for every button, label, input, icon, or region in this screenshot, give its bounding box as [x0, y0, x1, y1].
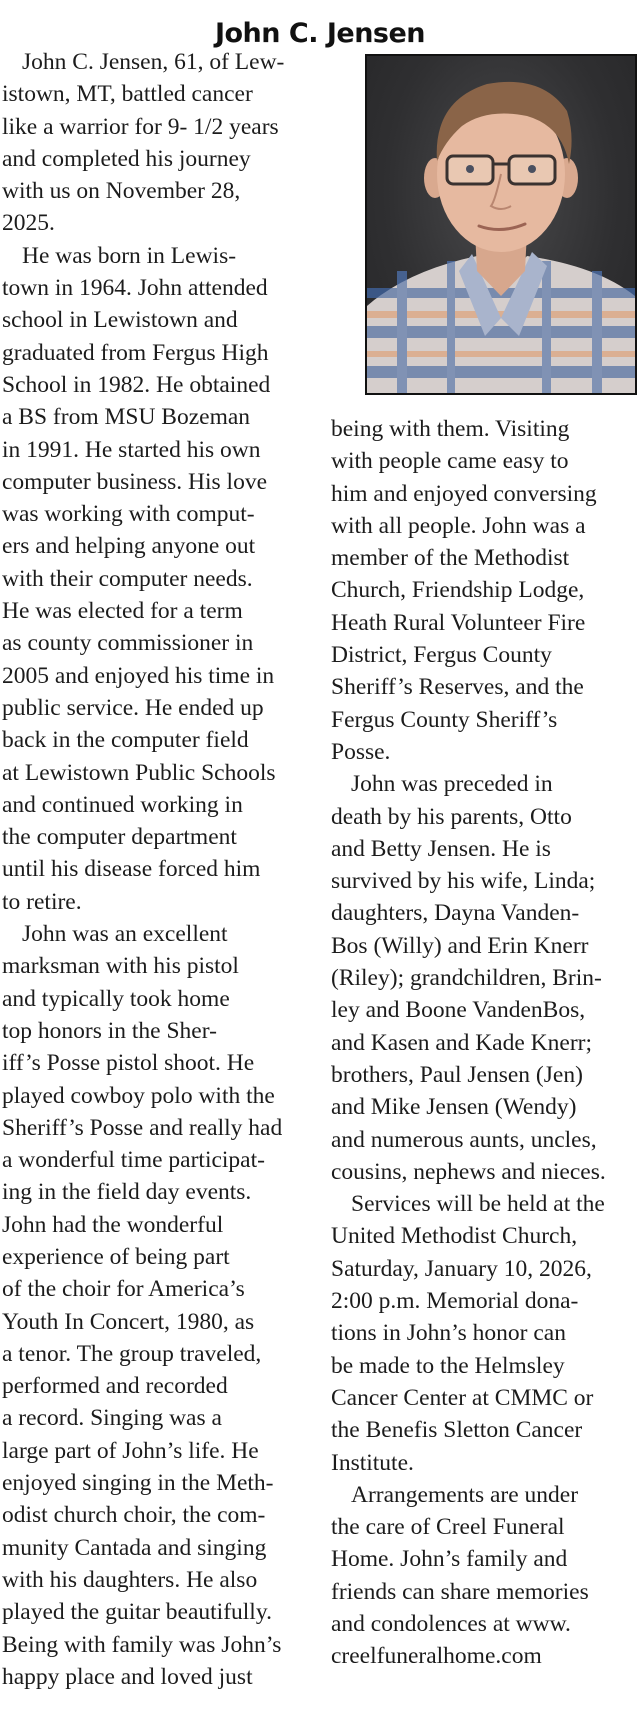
text-line: John had the wonderful [2, 1211, 224, 1238]
text-line: Services will be held at the [351, 1191, 605, 1218]
text-line: iff’s Posse pistol shoot. He [2, 1050, 255, 1077]
text-line: played cowboy polo with the [2, 1082, 275, 1109]
portrait-illustration [367, 56, 635, 393]
text-line: and completed his journey [2, 145, 251, 172]
obituary-title: John C. Jensen [214, 18, 426, 50]
text-line: daughters, Dayna Vanden- [331, 900, 580, 927]
text-line: John was an excellent [22, 921, 228, 948]
text-line: public service. He ended up [2, 694, 264, 721]
text-line: a wonderful time participat- [2, 1147, 265, 1174]
text-line: member of the Methodist [331, 545, 570, 572]
text-line: tions in John’s honor can [331, 1320, 566, 1347]
text-line: ley and Boone VandenBos, [331, 997, 586, 1024]
text-line: enjoyed singing in the Meth- [2, 1470, 274, 1497]
text-line: United Methodist Church, [331, 1223, 578, 1250]
text-line: cousins, nephews and nieces. [331, 1158, 606, 1185]
text-line: Cancer Center at CMMC or [331, 1384, 594, 1411]
left-column-text [2, 46, 314, 1693]
text-line: top honors in the Sher- [2, 1017, 217, 1044]
text-line: Church, Friendship Lodge, [331, 577, 585, 604]
text-line: Sheriff’s Reserves, and the [331, 674, 584, 701]
text-line: John C. Jensen, 61, of Lew- [22, 49, 285, 75]
text-line: in 1991. He started his own [2, 436, 261, 463]
text-line: 2025. [2, 210, 55, 237]
text-line: death by his parents, Otto [331, 803, 572, 830]
text-line: creelfuneralhome.com [331, 1643, 542, 1670]
text-line: and condolences at www. [331, 1610, 571, 1637]
text-line: with their computer needs. [2, 565, 253, 592]
text-line: the computer department [2, 824, 237, 851]
text-line: until his disease forced him [2, 856, 261, 883]
text-line: District, Fergus County [331, 642, 552, 669]
text-line: Saturday, January 10, 2026, [331, 1255, 592, 1282]
text-line: School in 1982. He obtained [2, 371, 271, 398]
right-column-text [331, 413, 637, 1673]
text-line: performed and recorded [2, 1373, 228, 1400]
text-line: a BS from MSU Bozeman [2, 404, 251, 431]
text-line: marksman with his pistol [2, 953, 239, 980]
portrait-photo [365, 54, 637, 395]
text-line: of the choir for America’s [2, 1276, 245, 1303]
text-line: He was born in Lewis- [22, 242, 237, 269]
text-line: Fergus County Sheriff’s [331, 706, 558, 733]
text-line: Institute. [331, 1449, 414, 1476]
text-line: istown, MT, battled cancer [2, 81, 253, 108]
text-line: with us on November 28, [2, 178, 241, 205]
text-line: with his daughters. He also [2, 1566, 258, 1593]
text-line: Being with family was John’s [2, 1631, 282, 1658]
text-line: 2:00 p.m. Memorial dona- [331, 1288, 579, 1315]
text-line: Home. John’s family and [331, 1546, 568, 1573]
text-line: with all people. John was a [331, 512, 586, 539]
text-line: large part of John’s life. He [2, 1437, 259, 1464]
text-line: with people came easy to [331, 448, 569, 475]
text-line: Sheriff’s Posse and really had [2, 1114, 283, 1141]
text-line: to retire. [2, 888, 82, 915]
text-line: Bos (Willy) and Erin Knerr [331, 932, 589, 959]
text-line: graduated from Fergus High [2, 339, 269, 366]
text-line: town in 1964. John attended [2, 275, 268, 302]
text-line: a record. Singing was a [2, 1405, 222, 1432]
text-line: and Kasen and Kade Knerr; [331, 1029, 593, 1056]
text-line: and Mike Jensen (Wendy) [331, 1094, 577, 1121]
text-line: and typically took home [2, 985, 230, 1012]
text-line: school in Lewistown and [2, 307, 238, 334]
text-line: the Benefis Sletton Cancer [331, 1417, 583, 1444]
text-line: and numerous aunts, uncles, [331, 1126, 597, 1153]
text-line: the care of Creel Funeral [331, 1514, 565, 1541]
text-line: friends can share memories [331, 1578, 589, 1605]
text-line: munity Cantada and singing [2, 1534, 267, 1561]
text-line: like a warrior for 9- 1/2 years [2, 113, 279, 140]
text-line: a tenor. The group traveled, [2, 1340, 262, 1367]
text-line: Arrangements are under [351, 1481, 579, 1508]
text-line: at Lewistown Public Schools [2, 759, 276, 786]
text-line: experience of being part [2, 1243, 230, 1270]
text-line: as county commissioner in [2, 630, 254, 657]
text-line: ers and helping anyone out [2, 533, 256, 560]
text-line: brothers, Paul Jensen (Jen) [331, 1061, 583, 1088]
text-line: odist church choir, the com- [2, 1502, 266, 1529]
text-line: 2005 and enjoyed his time in [2, 662, 275, 689]
text-line: and continued working in [2, 791, 243, 818]
text-line: Heath Rural Volunteer Fire [331, 609, 586, 636]
text-line: He was elected for a term [2, 598, 243, 625]
text-line: played the guitar beautifully. [2, 1599, 272, 1626]
text-line: back in the computer field [2, 727, 249, 754]
text-line: being with them. Visiting [331, 416, 570, 442]
text-line: be made to the Helmsley [331, 1352, 565, 1379]
text-line: him and enjoyed conversing [331, 480, 597, 507]
text-line: computer business. His love [2, 468, 267, 495]
text-line: was working with comput- [2, 501, 255, 528]
text-line: Posse. [331, 738, 391, 765]
text-line: John was preceded in [351, 771, 553, 798]
text-line: (Riley); grandchildren, Brin- [331, 965, 602, 992]
text-line: Youth In Concert, 1980, as [2, 1308, 255, 1335]
text-line: ing in the field day events. [2, 1179, 252, 1206]
text-line: survived by his wife, Linda; [331, 868, 596, 895]
text-line: happy place and loved just [2, 1663, 253, 1690]
text-line: and Betty Jensen. He is [331, 835, 551, 862]
